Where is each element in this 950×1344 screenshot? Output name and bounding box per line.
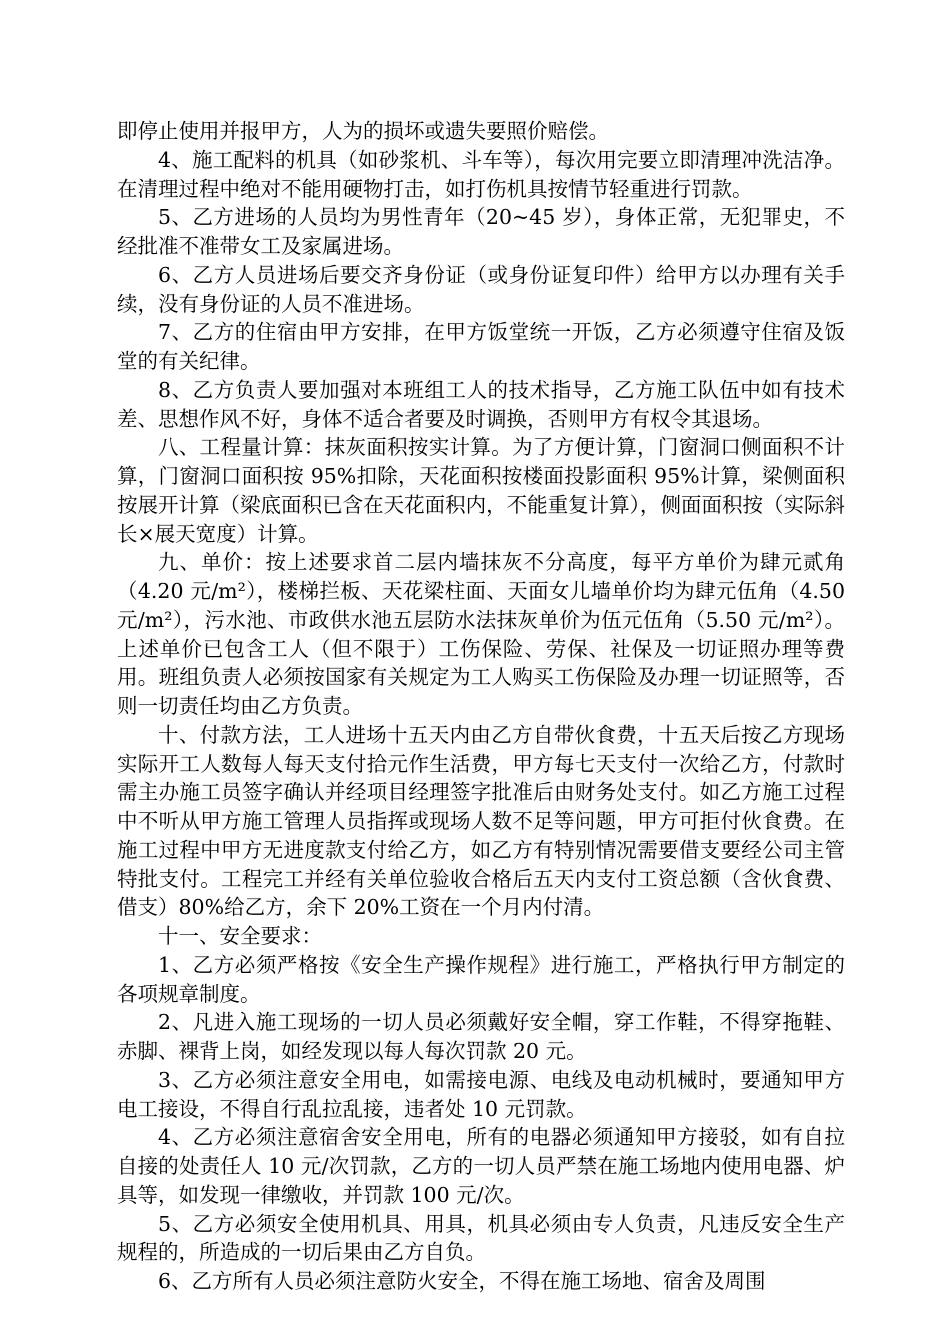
section-11-heading: 十一、安全要求：	[158, 924, 322, 948]
paragraph-item-4: 4、施工配料的机具（如砂浆机、斗车等），每次用完要立即清理冲洗洁净。在清理过程中绝对不能用硬物打击，如打伤机具按情节轻重进行罚款。	[117, 147, 845, 201]
section-9-unit-price: 九、单价：按上述要求首二层内墙抹灰不分高度，每平方单价为肆元贰角（4.20 元/m²），楼梯拦板、天花梁柱面、天面女儿墙单价均为肆元伍角（4.50 元/m²），污水池、市政供水池五层防水法抹灰单价为伍元伍角（5.50 元/m²）。上述单价已包含工人（但不限于）工伤保险、劳保、社保及一切证照办理等费用。班组负责人必须按国家有关规定为工人购买工伤保险及办理一切证照等，否则一切责任均由乙方负责。	[117, 550, 845, 718]
safety-item-3: 3、乙方必须注意安全用电，如需接电源、电线及电动机械时，要通知甲方电工接设，不得自行乱拉乱接，违者处 10 元罚款。	[117, 1067, 845, 1121]
safety-item-5: 5、乙方必须安全使用机具、用具，机具必须由专人负责，凡违反安全生产规程的，所造成的一切后果由乙方自负。	[117, 1211, 845, 1265]
safety-item-6: 6、乙方所有人员必须注意防火安全，不得在施工场地、宿舍及周围	[158, 1269, 766, 1293]
paragraph-item-6: 6、乙方人员进场后要交齐身份证（或身份证复印件）给甲方以办理有关手续，没有身份证的人员不准进场。	[117, 262, 845, 316]
safety-item-2: 2、凡进入施工现场的一切人员必须戴好安全帽，穿工作鞋，不得穿拖鞋、赤脚、裸背上岗，如经发现以每人每次罚款 20 元。	[117, 1010, 845, 1063]
section-8-quantity-calculation: 八、工程量计算：抹灰面积按实计算。为了方便计算，门窗洞口侧面积不计算，门窗洞口面积按 95%扣除，天花面积按楼面投影面积 95%计算，梁侧面积按展开计算（梁底面积已含在天花面积内，不能重复计算），侧面面积按（实际斜长×展天宽度）计算。	[117, 435, 845, 546]
section-10-payment-method: 十、付款方法，工人进场十五天内由乙方自带伙食费，十五天后按乙方现场实际开工人数每人每天支付拾元作生活费，甲方每七天支付一次给乙方，付款时需主办施工员签字确认并经项目经理签字批准后由财务处支付。如乙方施工过程中不听从甲方施工管理人员指挥或现场人数不足等问题，甲方可拒付伙食费。在施工过程中甲方无进度款支付给乙方，如乙方有特别情况需要借支要经公司主管特批支付。工程完工并经有关单位验收合格后五天内支付工资总额（含伙食费、借支）80%给乙方，余下 20%工资在一个月内付清。	[117, 722, 845, 920]
document-page	[117, 117, 845, 1296]
safety-item-4: 4、乙方必须注意宿舍安全用电，所有的电器必须通知甲方接驳，如有自拉自接的处责任人 10 元/次罚款，乙方的一切人员严禁在施工场地内使用电器、炉具等，如发现一律缴收，并罚款 100 元/次。	[117, 1125, 845, 1207]
safety-item-1: 1、乙方必须严格按《安全生产操作规程》进行施工，严格执行甲方制定的各项规章制度。	[117, 952, 845, 1006]
paragraph-continuation: 即停止使用并报甲方，人为的损坏或遗失要照价赔偿。	[117, 119, 609, 143]
paragraph-item-5: 5、乙方进场的人员均为男性青年（20~45 岁），身体正常，无犯罪史，不经批准不准带女工及家属进场。	[117, 205, 845, 258]
paragraph-item-7: 7、乙方的住宿由甲方安排，在甲方饭堂统一开饭，乙方必须遵守住宿及饭堂的有关纪律。	[117, 320, 845, 373]
paragraph-item-8: 8、乙方负责人要加强对本班组工人的技术指导，乙方施工队伍中如有技术差、思想作风不好，身体不适合者要及时调换，否则甲方有权令其退场。	[117, 377, 845, 431]
